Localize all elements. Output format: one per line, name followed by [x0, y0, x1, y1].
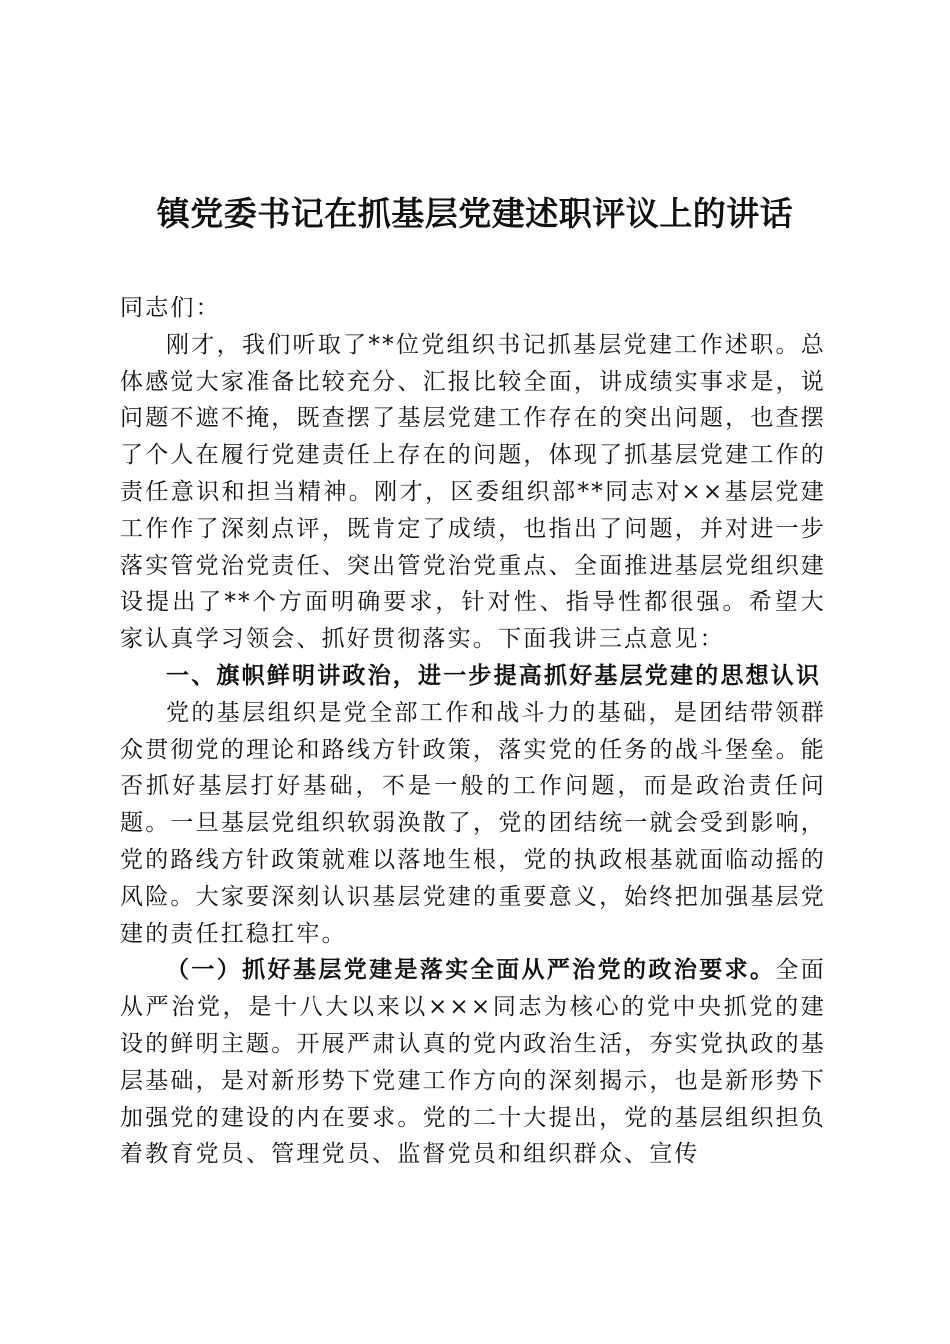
section-heading-1: 一、旗帜鲜明讲政治，进一步提高抓好基层党建的思想认识	[166, 662, 822, 689]
document-body	[120, 290, 826, 1173]
subsection-heading-1: （一）抓好基层党建是落实全面从严治党的政治要求。	[166, 956, 776, 984]
paragraph-intro: 刚才，我们听取了**位党组织书记抓基层党建工作述职。总体感觉大家准备比较充分、汇报比较全面，讲成绩实事求是，说问题不遮不掩，既查摆了基层党建工作存在的突出问题，也查摆了个人在履行党建责任上存在的问题，体现了抓基层党建工作的责任意识和担当精神。刚才，区委组织部**同志对××基层党建工作作了深刻点评，既肯定了成绩，也指出了问题，并对进一步落实管党治党责任、突出管党治党重点、全面推进基层党组织建设提出了**个方面明确要求，针对性、指导性都很强。希望大家认真学习领会、抓好贯彻落实。下面我讲三点意见：	[120, 331, 826, 653]
subsection-text-1: 全面从严治党，是十八大以来以×××同志为核心的党中央抓党的建设的鲜明主题。开展严肃认真的党内政治生活，夯实党执政的基层基础，是对新形势下党建工作方向的深刻揭示，也是新形势下加强党的建设的内在要求。党的二十大提出，党的基层组织担负着教育党员、管理党员、监督党员和组织群众、宣传	[120, 957, 826, 1168]
paragraph-subsection-1	[120, 952, 826, 1173]
salutation: 同志们：	[120, 295, 221, 321]
paragraph-section-1: 党的基层组织是党全部工作和战斗力的基础，是团结带领群众贯彻党的理论和路线方针政策，落实党的任务的战斗堡垒。能否抓好基层打好基础，不是一般的工作问题，而是政治责任问题。一旦基层党组织软弱涣散了，党的团结统一就会受到影响，党的路线方针政策就难以落地生根，党的执政根基就面临动摇的风险。大家要深刻认识基层党建的重要意义，始终把加强基层党建的责任扛稳扛牢。	[120, 699, 826, 947]
document-title: 镇党委书记在抓基层党建述职评议上的讲话	[156, 194, 794, 233]
